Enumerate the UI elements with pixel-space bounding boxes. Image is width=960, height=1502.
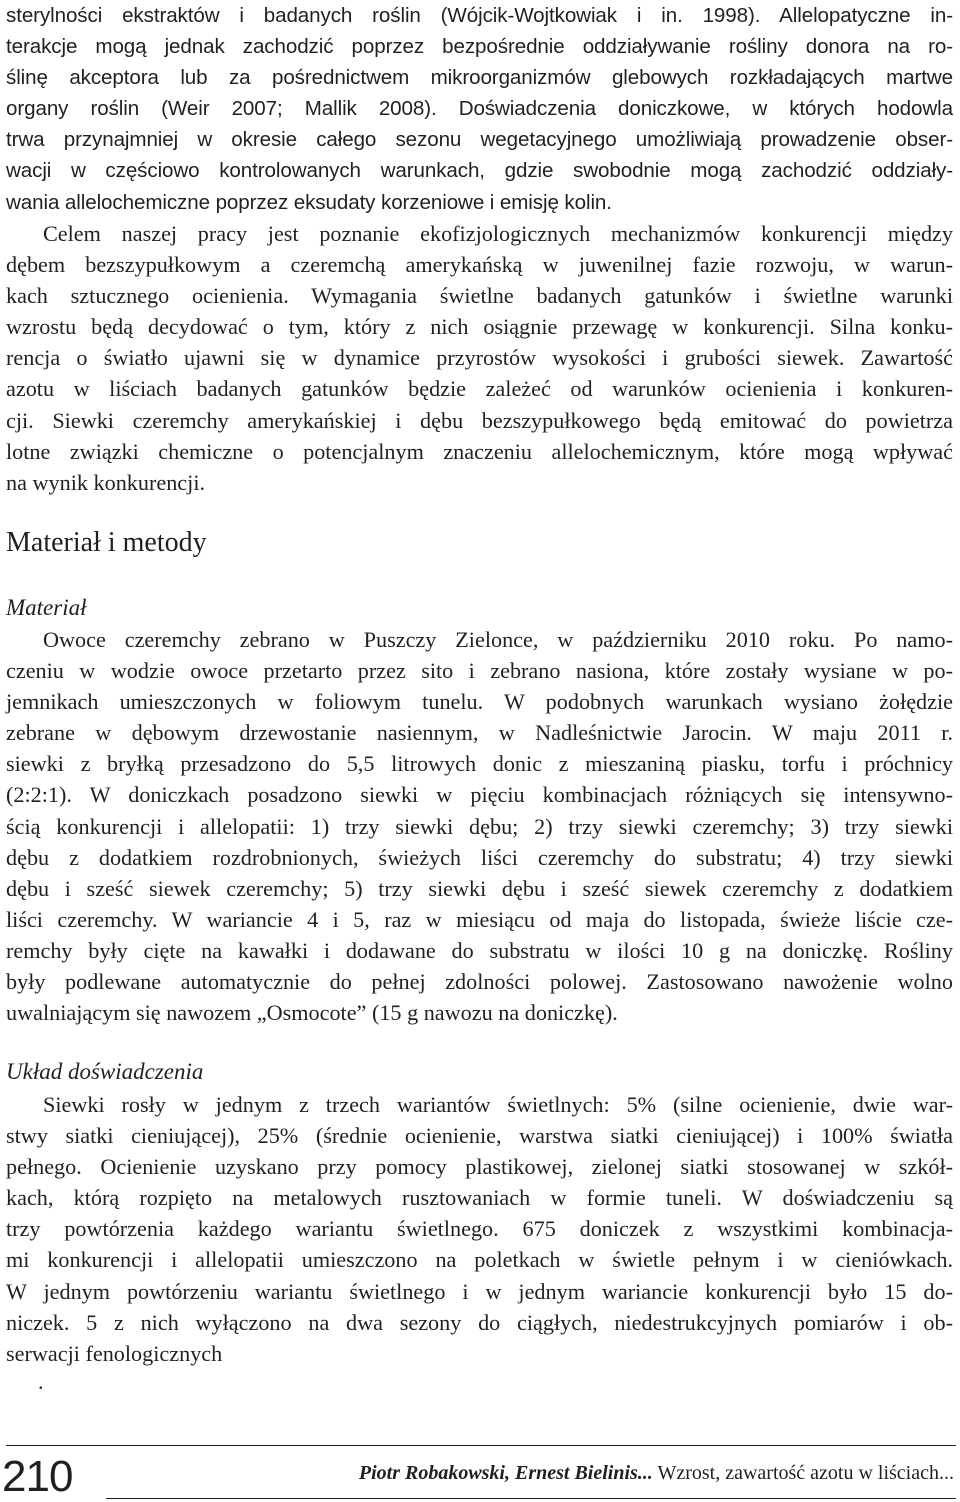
text-line: siewki z bryłką przesadzono do 5,5 litrowych donic z mieszaniną piasku, torfu i próchnicy bbox=[6, 751, 953, 777]
section-title: Materiał i metody bbox=[6, 527, 207, 558]
text-line: uwalniającym się nawozem „Osmocote” (15 g nawozu na doniczkę). bbox=[6, 1000, 618, 1026]
text-line: liści czeremchy. W wariancie 4 i 5, raz w miesiącu od maja do listopada, świeże liście cze- bbox=[6, 906, 953, 932]
text-line: remchy były cięte na kawałki i dodawane do substratu w ilości 10 g na doniczkę. Rośliny bbox=[6, 937, 953, 963]
text-line: jemnikach umieszczonych w foliowym tunelu. W podobnych warunkach wysiano żołędzie bbox=[6, 689, 953, 715]
text-line: ścią konkurencji i allelopatii: 1) trzy siewki dębu; 2) trzy siewki czeremchy; 3) trzy siewki bbox=[6, 813, 953, 839]
text-line: dębu z dodatkiem rozdrobnionych, świeżych liści czeremchy do substratu; 4) trzy siewki bbox=[6, 844, 953, 870]
text-line: zebrane w dębowym drzewostanie nasiennym, w Nadleśnictwie Jarocin. W maju 2011 r. bbox=[6, 720, 953, 746]
text-line: rencja o światło ujawni się w dynamice przyrostów wysokości i grubości siewek. Zawartość bbox=[6, 345, 953, 371]
text-line: lotne związki chemiczne o potencjalnym znaczeniu allelochemicznym, które mogą wpływać bbox=[6, 438, 953, 464]
text-line: wania allelochemiczne poprzez eksudaty korzeniowe i emisję kolin. bbox=[6, 190, 612, 214]
paragraph-2 bbox=[6, 218, 953, 498]
paragraph-4 bbox=[6, 1089, 953, 1369]
text-line: wzrostu będą decydować o tym, który z nich osiągnie przewagę w konkurencji. Silna konku- bbox=[6, 314, 953, 340]
text-line: na wynik konkurencji. bbox=[6, 469, 206, 495]
running-footer bbox=[359, 1462, 954, 1485]
text-line: cji. Siewki czeremchy amerykańskiej i dębu bezszypułkowego będą emitować do powietrza bbox=[6, 407, 953, 433]
text-line: kach sztucznego ocienienia. Wymagania świetlne badanych gatunków i świetlne warunki bbox=[6, 283, 953, 309]
footer-divider bbox=[6, 1445, 956, 1446]
text-line: dębu i sześć siewek czeremchy; 5) trzy siewki dębu i sześć siewek czeremchy z dodatkiem bbox=[6, 875, 953, 901]
text-line: pełnego. Ocienienie uzyskano przy pomocy plastikowej, zielonej siatki stosowanej w szkół- bbox=[6, 1154, 953, 1180]
text-line: dębem bezszypułkowym a czeremchą amerykańską w juwenilnej fazie rozwoju, w warun- bbox=[6, 252, 953, 278]
footer-short-title: Wzrost, zawartość azotu w liściach... bbox=[657, 1462, 954, 1484]
text-line: były podlewane automatycznie do pełnej zdolności polowej. Zastosowano nawożenie wolno bbox=[6, 969, 953, 995]
subsection-title-design: Układ doświadczenia bbox=[6, 1059, 204, 1084]
text-line: sterylności ekstraktów i badanych roślin (Wójcik-Wojtkowiak i in. 1998). Allelopatyczne in- bbox=[6, 4, 953, 27]
page-number: 210 bbox=[2, 1452, 73, 1501]
text-line: trzy powtórzenia każdego wariantu świetlnego. 675 doniczek z wszystkimi kombinacja- bbox=[6, 1216, 953, 1242]
paragraph-1 bbox=[6, 0, 953, 218]
text-line: niczek. 5 z nich wyłączono na dwa sezony do ciągłych, niedestrukcyjnych pomiarów i ob- bbox=[6, 1309, 953, 1335]
text-line: Celem naszej pracy jest poznanie ekofizjologicznych mechanizmów konkurencji między bbox=[43, 221, 953, 246]
text-line: wacji w częściowo kontrolowanych warunkach, gdzie swobodnie mogą zachodzić oddziały- bbox=[6, 159, 953, 183]
text-line: Siewki rosły w jednym z trzech wariantów świetlnych: 5% (silne ocienienie, dwie war- bbox=[43, 1092, 953, 1117]
paragraph-3 bbox=[6, 624, 953, 1028]
text-line: azotu w liściach badanych gatunków będzie zależeć od warunków ocienienia i konkuren- bbox=[6, 376, 953, 402]
text-line: organy roślin (Weir 2007; Mallik 2008). Doświadczenia doniczkowe, w których hodowla bbox=[6, 97, 953, 121]
text-line: kach, którą rozpięto na metalowych rusztowaniach w formie tuneli. W doświadczeniu są bbox=[6, 1185, 953, 1211]
subsection-title-material: Materiał bbox=[6, 595, 87, 620]
text-line: serwacji fenologicznych bbox=[6, 1340, 223, 1366]
text-line: czeniu w wodzie owoce przetarto przez sito i zebrano nasiona, które zostały wysiane w po- bbox=[6, 658, 953, 684]
stray-dot: . bbox=[38, 1369, 44, 1394]
text-line: mi konkurencji i allelopatii umieszczono na poletkach w świetle pełnym i w cieniówkach. bbox=[6, 1247, 953, 1273]
text-line: W jednym powtórzeniu wariantu świetlnego i w jednym wariancie konkurencji było 15 do- bbox=[6, 1278, 953, 1304]
footer-authors: Piotr Robakowski, Ernest Bielinis... bbox=[358, 1462, 653, 1484]
text-line: (2:2:1). W doniczkach posadzono siewki w pięciu kombinacjach różniących się intensywno- bbox=[6, 782, 953, 808]
text-line: stwy siatki cieniującej), 25% (średnie ocienienie, warstwa siatki cieniującej) i 100% światła bbox=[6, 1123, 953, 1149]
text-line: ślinę akceptora lub za pośrednictwem mikroorganizmów glebowych rozkładających martwe bbox=[6, 66, 953, 90]
footer-underline bbox=[106, 1498, 956, 1499]
text-line: Owoce czeremchy zebrano w Puszczy Zielonce, w październiku 2010 roku. Po namo- bbox=[43, 627, 953, 652]
text-line: trwa przynajmniej w okresie całego sezonu wegetacyjnego umożliwiają prowadzenie obser- bbox=[6, 128, 953, 152]
text-line: terakcje mogą jednak zachodzić poprzez bezpośrednie oddziaływanie rośliny donora na ro- bbox=[6, 35, 953, 59]
